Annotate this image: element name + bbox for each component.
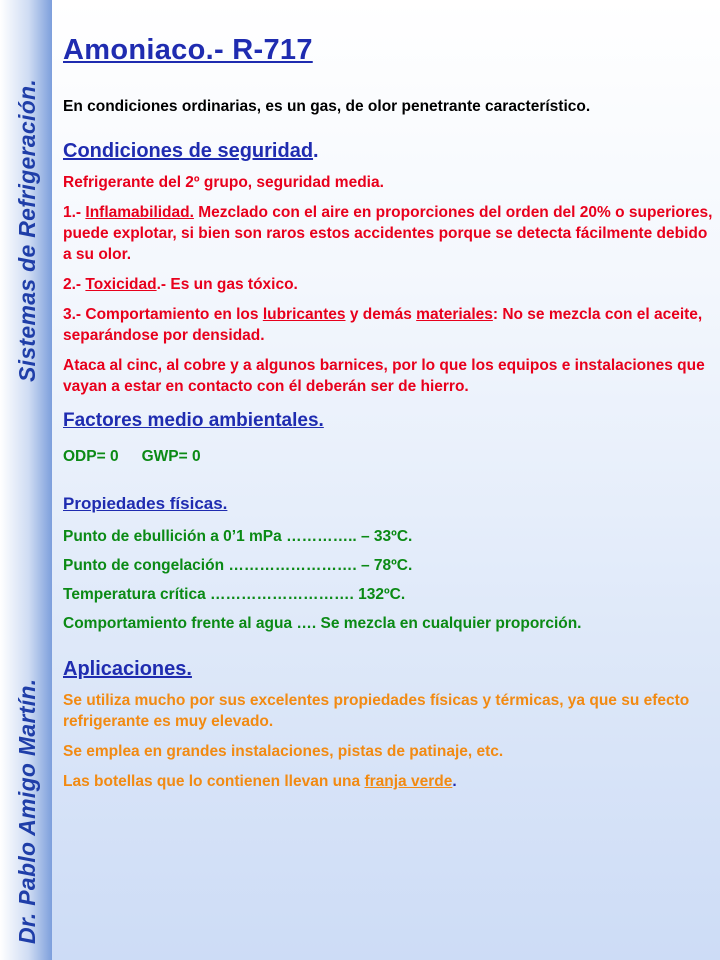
comportamiento-text: : No se mezcla con el aceite, separándose por densidad. <box>63 306 703 344</box>
botellas-dot: . <box>452 773 457 790</box>
aplicaciones-botellas <box>63 771 713 792</box>
section-heading-ambientales: Factores medio ambientales. <box>63 410 324 431</box>
comportamiento-prefix: 3.- Comportamiento en los <box>63 306 263 323</box>
fisicas-temperatura-critica: Temperatura crítica ………………………. 132ºC. <box>63 586 406 603</box>
fisicas-ebullicion: Punto de ebullición a 0’1 mPa ………….. – 33ºC. <box>63 528 413 545</box>
gwp-value: GWP= 0 <box>141 448 201 465</box>
section-heading-seguridad <box>63 140 713 163</box>
toxicidad-prefix: 2.- <box>63 276 86 293</box>
section-heading-aplicaciones: Aplicaciones. <box>63 658 192 680</box>
seguridad-ataca: Ataca al cinc, al cobre y a algunos barnices, por lo que los equipos e instalaciones que vayan a estar en contacto con él deberán ser de hierro. <box>63 357 705 395</box>
intro-text: En condiciones ordinarias, es un gas, de olor penetrante característico. <box>63 98 591 115</box>
seguridad-heading-dot: . <box>313 140 319 162</box>
toxicidad-term: Toxicidad <box>85 276 157 293</box>
fisicas-congelacion: Punto de congelación ……………………. – 78ºC. <box>63 557 413 574</box>
fisicas-agua: Comportamiento frente al agua …. Se mezcla en cualquier proporción. <box>63 615 582 632</box>
toxicidad-text: .- Es un gas tóxico. <box>156 276 298 293</box>
inflamabilidad-text: Mezclado con el aire en proporciones del orden del 20% o superiores, puede explotar, si bien son raros estos accidentes porque se detecta fácilmente debido a su olor. <box>63 204 713 263</box>
aplicaciones-instalaciones: Se emplea en grandes instalaciones, pistas de patinaje, etc. <box>63 743 504 760</box>
inflamabilidad-term: Inflamabilidad. <box>85 204 194 221</box>
franja-verde-term: franja verde <box>364 773 453 790</box>
inflamabilidad-prefix: 1.- <box>63 204 86 221</box>
sidebar <box>0 0 52 960</box>
aplicaciones-uso: Se utiliza mucho por sus excelentes propiedades físicas y térmicas, ya que su efecto refrigerante es muy elevado. <box>63 692 690 730</box>
materiales-term: materiales <box>416 306 493 323</box>
seguridad-toxicidad <box>63 274 713 295</box>
lubricantes-term: lubricantes <box>262 306 346 323</box>
section-heading-fisicas: Propiedades físicas. <box>63 494 228 513</box>
sidebar-title: Sistemas de Refrigeración. <box>14 78 40 382</box>
seguridad-comportamiento <box>63 304 713 346</box>
botellas-prefix: Las botellas que lo contienen llevan una <box>63 773 365 790</box>
seguridad-grupo: Refrigerante del 2º grupo, seguridad media. <box>63 174 384 191</box>
odp-value: ODP= 0 <box>63 448 119 465</box>
seguridad-heading-text: Condiciones de seguridad <box>63 140 314 162</box>
sidebar-author: Dr. Pablo Amigo Martín. <box>14 678 40 944</box>
comportamiento-mid: y demás <box>345 306 417 323</box>
main-content <box>63 34 713 792</box>
seguridad-inflamabilidad <box>63 202 713 265</box>
ambientales-values <box>63 446 713 467</box>
page-title: Amoniaco.- R-717 <box>63 34 313 66</box>
